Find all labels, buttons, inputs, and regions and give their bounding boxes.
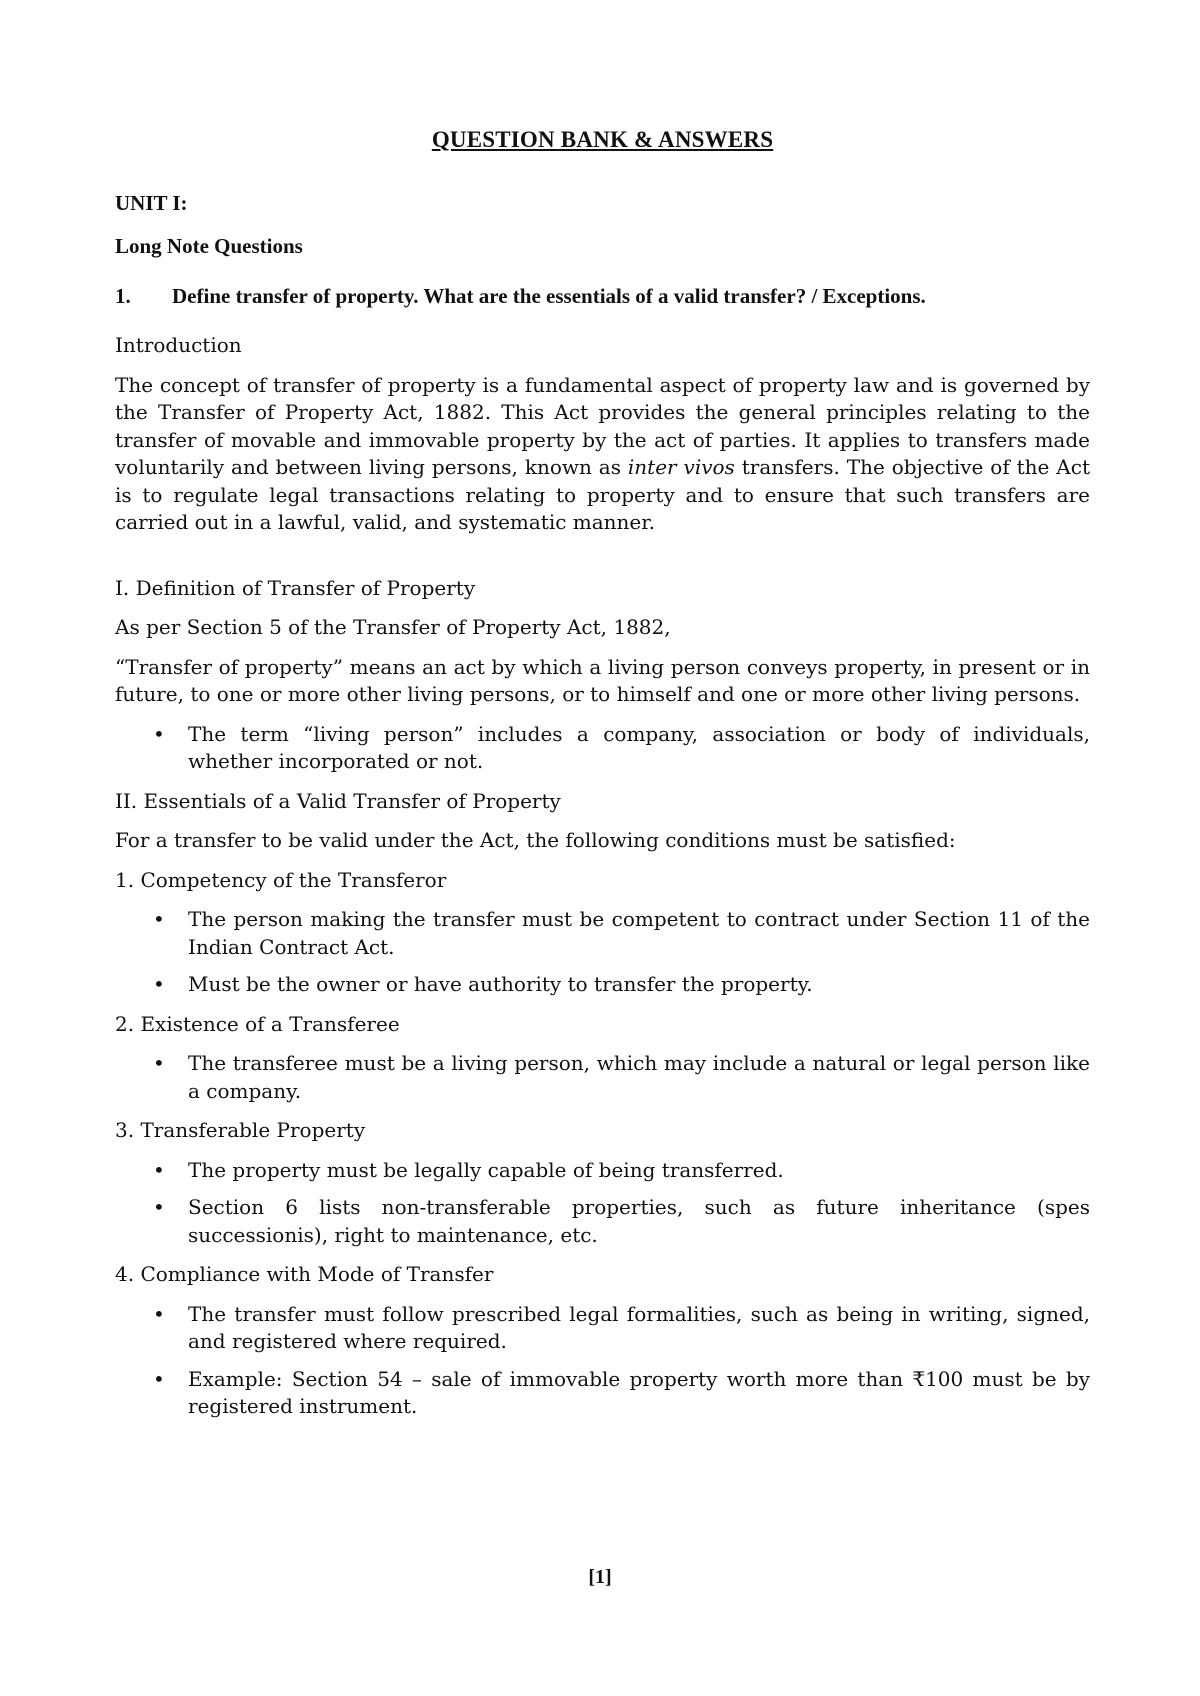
list-item: • The property must be legally capable of being transferred. [115, 1157, 1090, 1185]
question-number: 1. [115, 283, 131, 308]
page-content [115, 126, 1090, 1433]
list-item: • The transfer must follow prescribed legal formalities, such as being in writing, signed, and registered where required. [115, 1301, 1090, 1356]
page-number: [1] [588, 1566, 612, 1588]
list-item: • Section 6 lists non-transferable properties, such as future inheritance (spes successionis), right to maintenance, etc. [115, 1194, 1090, 1249]
intro-heading: Introduction [115, 333, 242, 357]
essential-4-bullets [115, 1301, 1090, 1421]
document-title: QUESTION BANK & ANSWERS [431, 127, 774, 152]
essential-1-bullets [115, 906, 1090, 999]
definition-line-1: As per Section 5 of the Transfer of Property Act, 1882, [115, 615, 671, 639]
intro-text-after: transfers. The objective of the Act is to regulate legal transactions relating to property and to ensure that such transfers are carried out in a lawful, valid, and systematic manner. [115, 455, 1090, 534]
intro-paragraph [115, 372, 1090, 537]
essentials-lead: For a transfer to be valid under the Act, the following conditions must be satisfied: [115, 828, 956, 852]
question-1 [115, 283, 1090, 311]
question-text: Define transfer of property. What are the essentials of a valid transfer? / Exceptions. [172, 283, 926, 308]
list-item: • Must be the owner or have authority to transfer the property. [115, 971, 1090, 999]
list-item: • The person making the transfer must be competent to contract under Section 11 of the Indian Contract Act. [115, 906, 1090, 961]
list-item: • The term “living person” includes a company, association or body of individuals, whether incorporated or not. [115, 721, 1090, 776]
essentials-heading: II. Essentials of a Valid Transfer of Property [115, 788, 561, 813]
essential-2-bullets [115, 1050, 1090, 1105]
definition-line-2: “Transfer of property” means an act by which a living person conveys property, in present or in future, to one or more other living persons, or to himself and one or more other living persons. [115, 654, 1090, 706]
definition-heading: I. Definition of Transfer of Property [115, 575, 476, 600]
essential-2-heading: 2. Existence of a Transferee [115, 1011, 400, 1036]
essential-1-heading: 1. Competency of the Transferor [115, 867, 447, 892]
essential-3-heading: 3. Transferable Property [115, 1118, 366, 1142]
essential-3-bullets [115, 1157, 1090, 1250]
list-item: • Example: Section 54 – sale of immovable property worth more than ₹100 must be by registered instrument. [115, 1366, 1090, 1421]
list-item: • The transferee must be a living person, which may include a natural or legal person like a company. [115, 1050, 1090, 1105]
intro-text-before: The concept of transfer of property is a fundamental aspect of property law and is governed by the Transfer of Property Act, 1882. This Act provides the general principles relating to the transfer of movable and immovable property by the act of parties. It applies to transfers made voluntarily and between living persons, known as [115, 372, 1090, 479]
section-label: Long Note Questions [115, 234, 303, 258]
essential-4-heading: 4. Compliance with Mode of Transfer [115, 1262, 494, 1286]
unit-heading: UNIT I: [115, 190, 188, 215]
definition-bullets [115, 721, 1090, 776]
intro-text-italic: inter vivos [627, 455, 735, 479]
